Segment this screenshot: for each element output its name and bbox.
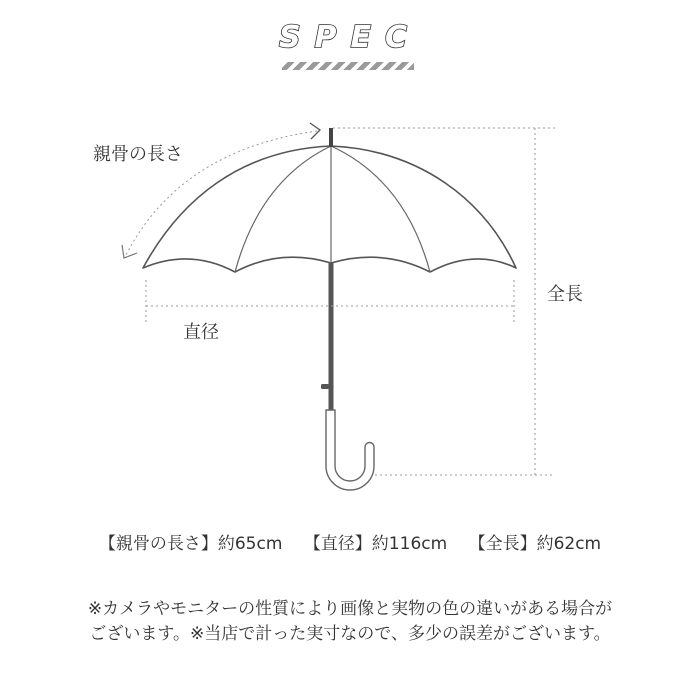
diameter-label: 直径 — [183, 322, 219, 343]
disclaimer-note — [0, 597, 700, 647]
total-length-label: 全長 — [547, 284, 583, 305]
disclaimer-line-2: ございます。※当店で計った実寸なので、多少の誤差がございます。 — [89, 624, 611, 644]
rib-length-arrowhead-bottom — [122, 245, 137, 258]
spec-rib-length: 【親骨の長さ】約65cm — [98, 534, 283, 554]
umbrella-button — [321, 384, 329, 389]
umbrella-canopy — [143, 146, 516, 272]
spec-title: SPEC — [278, 20, 422, 55]
spec-total-length: 【全長】約62cm — [468, 534, 602, 554]
umbrella-shaft — [329, 263, 334, 411]
spec-values — [0, 529, 700, 554]
rib-length-label: 親骨の長さ — [93, 144, 183, 165]
spec-diameter: 【直径】約116cm — [303, 534, 448, 554]
umbrella-handle — [326, 410, 374, 490]
disclaimer-line-1: ※カメラやモニターの性質により画像と実物の色の違いがある場合が — [87, 599, 613, 619]
umbrella-tip — [329, 128, 333, 147]
